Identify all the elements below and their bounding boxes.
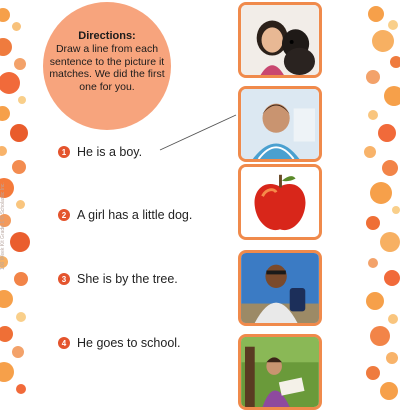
sentence-text: A girl has a little dog. xyxy=(77,208,193,222)
decor-dot xyxy=(370,326,390,346)
decor-dot xyxy=(386,352,398,364)
decor-dot xyxy=(14,58,26,70)
decor-dot xyxy=(12,346,24,358)
decor-dot xyxy=(372,30,394,52)
boy-picture[interactable] xyxy=(238,86,322,162)
decor-dot xyxy=(0,290,13,308)
decor-dot xyxy=(392,206,400,214)
decor-dot xyxy=(384,86,400,106)
sentence-1[interactable] xyxy=(58,145,142,159)
boy-illustration xyxy=(241,89,319,159)
decor-dot xyxy=(10,232,30,252)
girl-reading-illustration xyxy=(241,337,319,407)
number-badge: 2 xyxy=(58,209,70,221)
girl-reading-under-tree-picture[interactable] xyxy=(238,334,322,410)
decor-dot xyxy=(382,160,398,176)
decor-dot xyxy=(16,384,26,394)
sentence-text: He is a boy. xyxy=(77,145,143,159)
decor-dot xyxy=(12,160,26,174)
girl-with-dog-picture[interactable] xyxy=(238,2,322,78)
decor-dot xyxy=(366,70,380,84)
apple-picture[interactable] xyxy=(238,164,322,240)
decor-dot xyxy=(368,258,378,268)
decor-dot xyxy=(366,216,380,230)
decor-dot xyxy=(16,312,26,322)
directions-text: Draw a line from each sentence to the picture it matches. We did the first one for you. xyxy=(49,43,165,93)
decor-dot xyxy=(368,6,384,22)
decor-dot xyxy=(16,200,25,209)
decor-dot xyxy=(388,20,398,30)
number-badge: 3 xyxy=(58,273,70,285)
decor-dot xyxy=(384,270,400,286)
decor-dot xyxy=(388,314,398,324)
decor-dot xyxy=(0,326,13,342)
decor-dot xyxy=(0,8,10,22)
directions-bubble xyxy=(43,2,171,130)
sentence-2[interactable] xyxy=(58,208,192,222)
decor-dot xyxy=(366,366,380,380)
sentence-3[interactable] xyxy=(58,272,178,286)
number-badge: 4 xyxy=(58,337,70,349)
apple-illustration xyxy=(241,167,319,237)
sentence-text: He goes to school. xyxy=(77,336,181,350)
sentence-text: She is by the tree. xyxy=(77,272,178,286)
copyright-vertical-text: 100 Week Kit Grade 1 © Scholastic Inc. xyxy=(0,182,6,270)
decor-dot xyxy=(366,292,384,310)
decor-dot xyxy=(14,272,28,286)
boy-with-backpack-picture[interactable] xyxy=(238,250,322,326)
decor-dot xyxy=(364,146,376,158)
decor-dot xyxy=(10,124,28,142)
decor-dot xyxy=(368,110,378,120)
boy-with-backpack-illustration xyxy=(241,253,319,323)
decor-dot xyxy=(370,182,392,204)
decor-dot xyxy=(378,124,396,142)
decor-dot xyxy=(380,232,400,252)
decor-dot xyxy=(12,22,21,31)
number-badge: 1 xyxy=(58,146,70,158)
directions-title: Directions: xyxy=(78,30,136,42)
girl-with-dog-illustration xyxy=(241,5,319,75)
decor-dot xyxy=(0,362,14,382)
decor-dot xyxy=(18,96,26,104)
decor-dot xyxy=(390,56,400,68)
sentence-4[interactable] xyxy=(58,336,181,350)
decor-dot xyxy=(380,382,398,400)
decor-dot xyxy=(0,38,12,56)
